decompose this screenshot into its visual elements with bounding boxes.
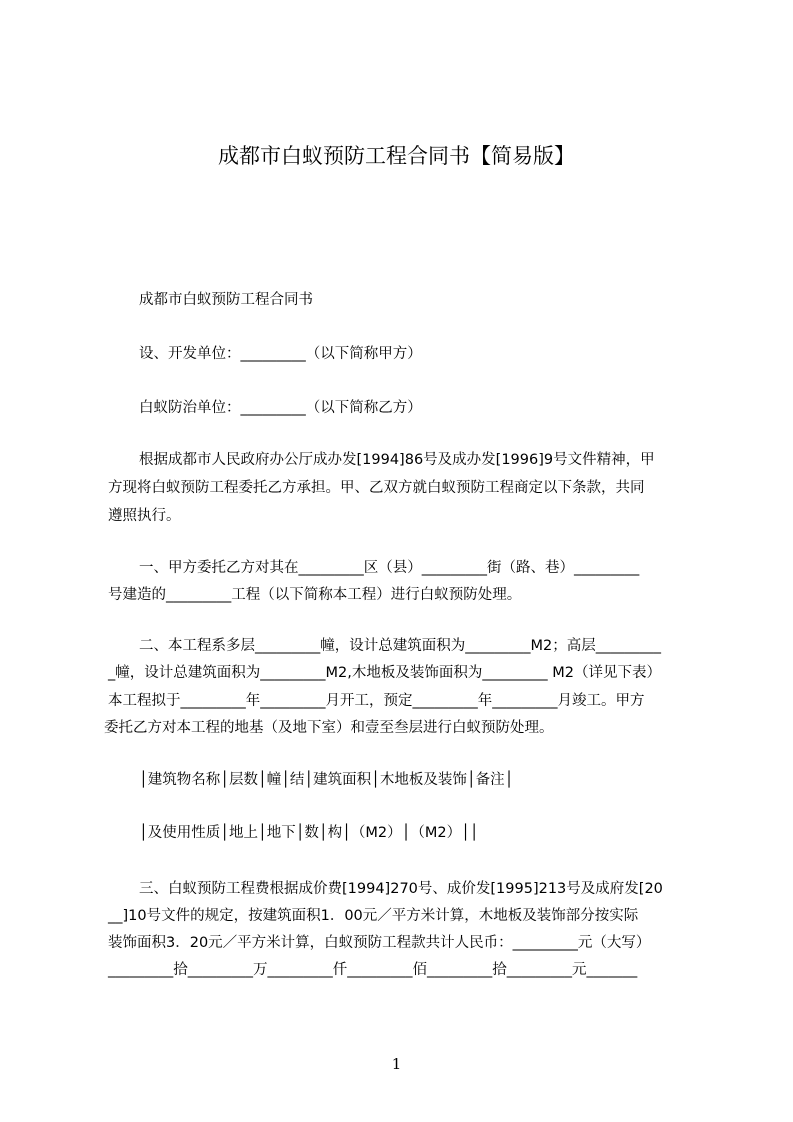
- clause-line: 号建造的_________工程（以下简称本工程）进行白蚁预防处理。: [108, 587, 522, 603]
- table-header-row: │建筑物名称│层数│幢│结│建筑面积│木地板及装饰│备注│: [139, 772, 514, 788]
- table-subheader-row: │及使用性质│地上│地下│数│构│（M2）│（M2）││: [139, 825, 479, 841]
- clause-line: 三、白蚁预防工程费根据成价费[1994]270号、成价发[1995]213号及成府发[20: [139, 881, 663, 897]
- contract-heading: 成都市白蚁预防工程合同书: [139, 292, 313, 308]
- termite-unit-line: 白蚁防治单位：_________（以下简称乙方）: [139, 400, 422, 416]
- document-title: 成都市白蚁预防工程合同书【简易版】: [218, 144, 575, 168]
- clause-line: 二、本工程系多层_________幢，设计总建筑面积为_________M2；高层_________: [139, 638, 661, 654]
- clause-line: _幢，设计总建筑面积为_________M2,木地板及装饰面积为_________ M2（详见下表）: [108, 665, 661, 681]
- clause-line: _________拾_________万_________仟_________佰_________拾_________元_______: [108, 962, 638, 978]
- clause-line: 装饰面积3．20元／平方米计算，白蚁预防工程款共计人民币：_________元（大写）: [108, 935, 651, 951]
- intro-line: 遵照执行。: [108, 508, 181, 524]
- intro-line: 根据成都市人民政府办公厅成办发[1994]86号及成办发[1996]9号文件精神，甲: [139, 452, 655, 468]
- intro-line: 方现将白蚁预防工程委托乙方承担。甲、乙双方就白蚁预防工程商定以下条款，共同: [108, 480, 645, 496]
- page-number: 1: [391, 1055, 402, 1073]
- developer-unit-line: 设、开发单位：_________（以下简称甲方）: [139, 346, 422, 362]
- clause-line: 一、甲方委托乙方对其在_________区（县）_________街（路、巷）_________: [139, 560, 640, 576]
- clause-line: __]10号文件的规定，按建筑面积1．00元／平方米计算，木地板及装饰部分按实际: [108, 908, 639, 924]
- clause-line: 委托乙方对本工程的地基（及地下室）和壹至叁层进行白蚁预防处理。: [104, 720, 554, 736]
- clause-line: 本工程拟于_________年_________月开工，预定_________年_________月竣工。甲方: [108, 693, 645, 709]
